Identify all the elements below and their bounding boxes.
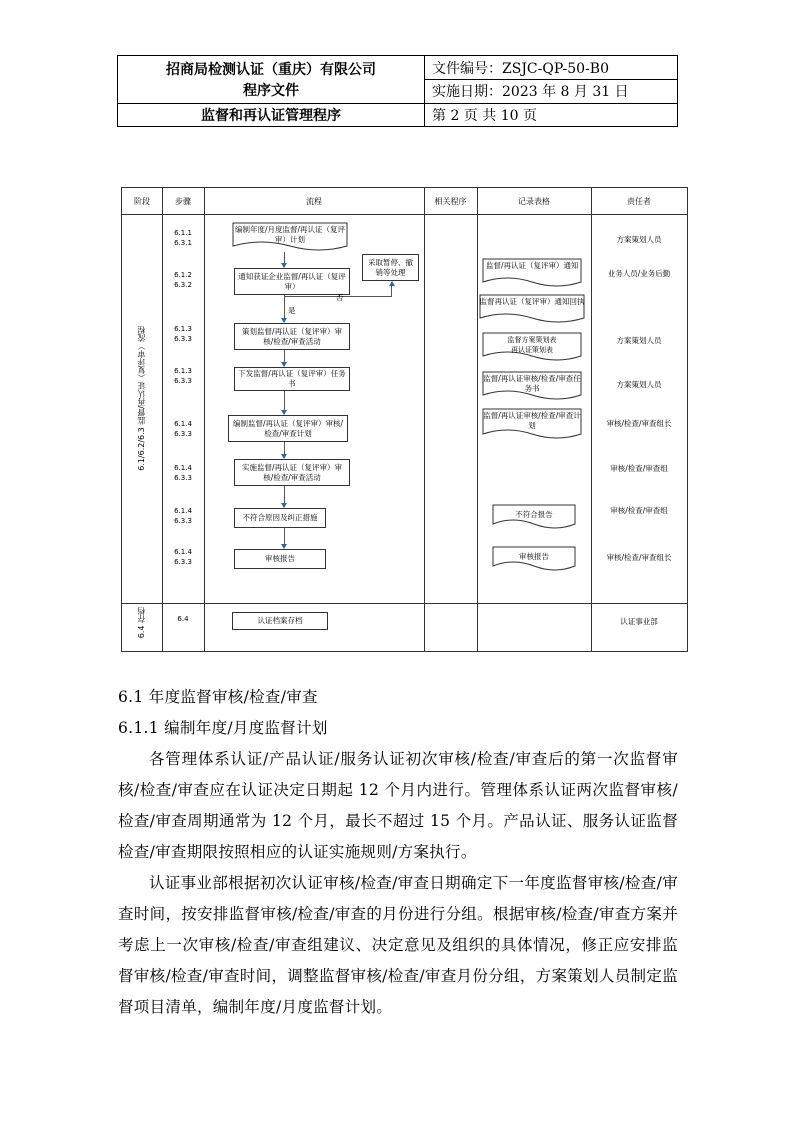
process-box: 实施监督/再认证（复评审）审核/检查/审查活动: [234, 459, 350, 486]
step-number: 6.1.3 6.3.3: [174, 367, 192, 385]
responsible-party: 审核/检查/审查组: [610, 506, 668, 515]
effective-date: 实施日期：2023 年 8 月 31 日: [432, 84, 629, 100]
record-document: 监督方案策划表 再认证策划表: [482, 332, 582, 362]
responsible-party: 认证事业部: [620, 617, 658, 626]
process-box: 编制监督/再认证（复评审）审核/检查/审查计划: [228, 415, 348, 442]
flow-arrow: [284, 252, 285, 267]
company-name: 招商局检测认证（重庆）有限公司: [166, 62, 376, 78]
paragraph: 各管理体系认证/产品认证/服务认证初次审核/检查/审查后的第一次监督审核/检查/审查应在认证决定日期起 12 个月内进行。管理体系认证两次监督审核/检查/审查周期通常为 12 个月，最长不超过 15 个月。产品认证、服务认证监督检查/审查期限按照相应的认证实施规则/方案执行。: [118, 750, 678, 861]
process-text: 编制年度/月度监督/再认证（复评审）计划: [234, 225, 346, 244]
record-document: 监督/再认证（复评审）通知: [482, 258, 582, 288]
row-divider: [122, 603, 687, 604]
column-divider: [204, 188, 205, 651]
flowchart-table: [121, 187, 688, 652]
document-type: 程序文件: [243, 83, 299, 99]
record-document: 监督/再认证审核/检查/审查计划: [482, 408, 582, 440]
exception-box: 采取暂停、撤销等处理: [362, 254, 419, 281]
col-header-related: 相关程序: [434, 196, 467, 206]
process-box: 审核报告: [234, 549, 326, 569]
step-number: 6.1.1 6.3.1: [174, 229, 192, 247]
col-header-record: 记录表格: [518, 196, 550, 206]
flow-arrow: [284, 295, 285, 322]
record-document: 监督/再认证审核/检查/审查任务书: [482, 371, 582, 401]
record-document: 审核报告: [492, 546, 576, 572]
flow-arrow: [284, 391, 285, 414]
yes-label: 是: [288, 306, 296, 315]
step-number: 6.4: [177, 615, 189, 623]
record-document: 不符合报告: [492, 504, 576, 530]
process-box: 下发监督/再认证（复评审）任务书: [234, 367, 350, 391]
page-number: 第 2 页 共 10 页: [432, 108, 537, 124]
file-number: 文件编号：ZSJC-QP-50-B0: [432, 60, 609, 77]
branch-arrow: [391, 282, 392, 296]
flow-arrow: [284, 442, 285, 458]
flow-arrow: [284, 486, 285, 507]
document-body: [118, 682, 678, 1023]
step-number: 6.1.4 6.3.3: [174, 420, 192, 438]
responsible-party: 审核/检查/审查组长: [606, 553, 672, 562]
responsible-party: 方案策划人员: [616, 235, 662, 244]
col-header-responsible: 责任者: [627, 196, 651, 206]
col-header-process: 流程: [306, 196, 322, 206]
subsection-heading: 6.1.1 编制年度/月度监督计划: [118, 719, 328, 737]
step-number: 6.1.4 6.3.3: [174, 464, 192, 482]
step-number: 6.1.4 6.3.3: [174, 548, 192, 566]
process-box: 认证档案存档: [232, 612, 328, 630]
col-header-stage: 阶段: [134, 196, 150, 206]
responsible-party: 审核/检查/审查组长: [606, 419, 672, 428]
document-header: [117, 55, 678, 127]
responsible-party: 审核/检查/审查组: [610, 464, 668, 473]
section-heading: 6.1 年度监督审核/检查/审查: [118, 688, 318, 706]
stage-label: 6.1/6.2/6.3 监督/再认证（复评审）流程: [137, 326, 146, 471]
step-number: 6.1.2 6.3.2: [174, 271, 192, 289]
responsible-party: 方案策划人员: [616, 380, 662, 389]
step-number: 6.1.3 6.3.3: [174, 325, 192, 343]
column-divider: [477, 188, 478, 651]
row-divider: [122, 214, 687, 215]
flow-arrow: [284, 528, 285, 548]
col-header-step: 步骤: [175, 196, 191, 206]
column-divider: [424, 188, 425, 651]
process-box: 通知获证企业监督/再认证（复评审）: [234, 268, 350, 295]
flow-arrow: [284, 350, 285, 366]
process-document-box: [232, 222, 348, 252]
process-box: 策划监督/再认证（复评审）审核/检查/审查活动: [234, 323, 350, 350]
responsible-party: 方案策划人员: [616, 336, 662, 345]
step-number: 6.1.4 6.3.3: [174, 507, 192, 525]
procedure-title: 监督和再认证管理程序: [201, 108, 341, 124]
no-label: 否: [336, 293, 344, 302]
record-document: 监督再认证（复评审）通知回执: [479, 294, 585, 324]
responsible-party: 业务人员/业务后勤: [607, 269, 671, 278]
process-box: 不符合原因及纠正措施: [234, 508, 326, 528]
stage-label: 6.4 存档: [137, 607, 146, 639]
header-divider: [424, 56, 425, 126]
paragraph: 认证事业部根据初次认证审核/检查/审查日期确定下一年度监督审核/检查/审查时间，按安排监督审核/检查/审查的月份进行分组。根据审核/检查/审查方案并考虑上一次审核/检查/审查组建议、决定意见及组织的具体情况，修正应安排监督审核/检查/审查时间，调整监督审核/检查/审查月份分组，方案策划人员制定监督项目清单，编制年度/月度监督计划。: [118, 874, 678, 1016]
